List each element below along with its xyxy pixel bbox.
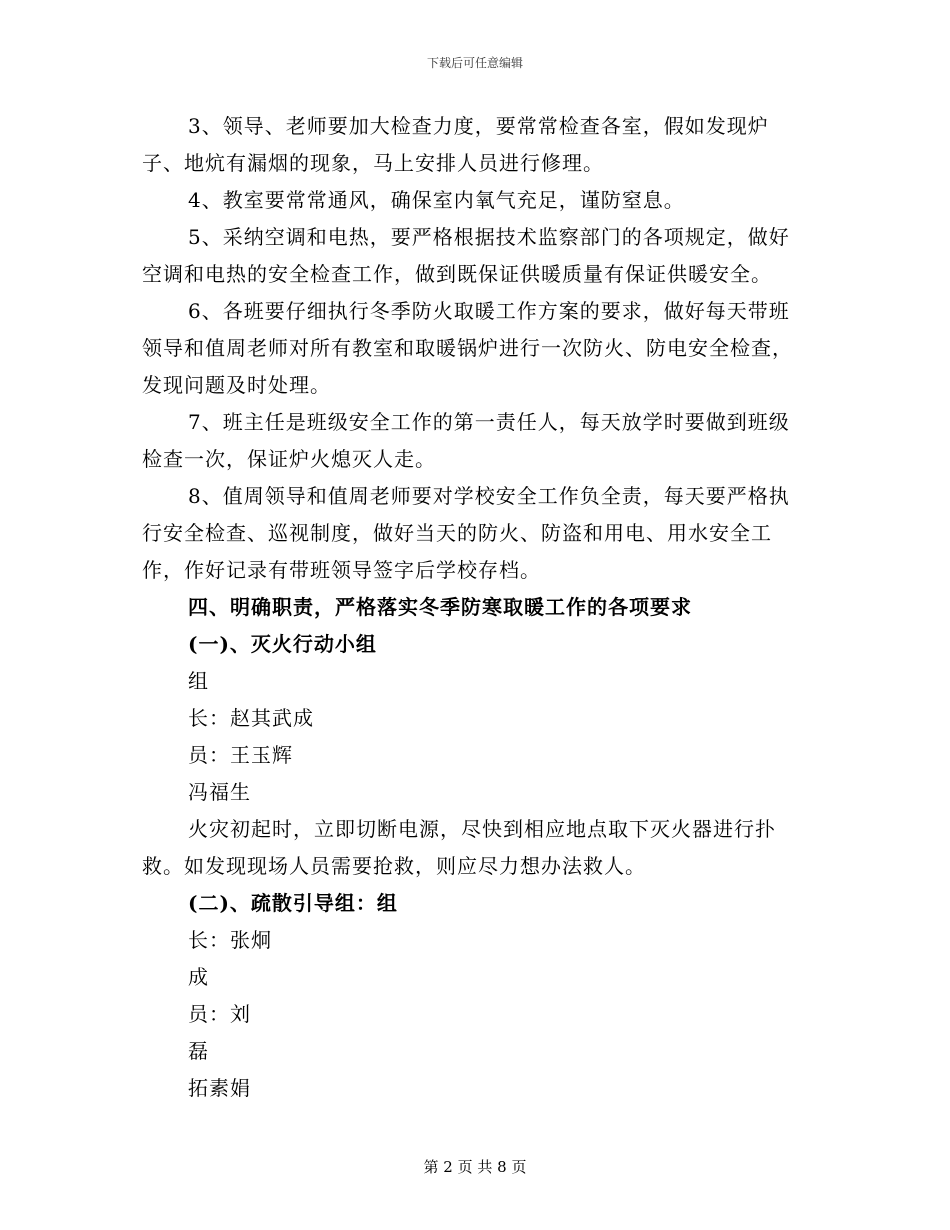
group2-heading: (二)、疏散引导组：组 [188, 891, 398, 915]
paragraph-item-8: 8、值周领导和值周老师要对学校安全工作负全责，每天要严格执行安全检查、巡视制度，做好当天的防火、防盗和用电、用水安全工作，作好记录有带班领导签字后学校存档。 [142, 484, 790, 582]
group1-line: 员：王玉辉 [188, 743, 293, 767]
group1-line: 冯福生 [188, 780, 251, 804]
paragraph-item-4: 4、教室要常常通风，确保室内氧气充足，谨防窒息。 [188, 188, 685, 212]
paragraph-item-6: 6、各班要仔细执行冬季防火取暖工作方案的要求，做好每天带班领导和值周老师对所有教室和取暖锅炉进行一次防火、防电安全检查，发现问题及时处理。 [142, 299, 793, 397]
paragraph-item-7: 7、班主任是班级安全工作的第一责任人，每天放学时要做到班级检查一次，保证炉火熄灭人走。 [142, 410, 790, 471]
group2-line: 磊 [188, 1039, 209, 1063]
page-footer: 第 2 页 共 8 页 [423, 1158, 527, 1176]
group2-line: 成 [188, 965, 209, 989]
group1-description: 火灾初起时，立即切断电源，尽快到相应地点取下灭火器进行扑救。如发现现场人员需要抢救，则应尽力想办法救人。 [142, 817, 776, 878]
group1-heading: (一)、灭火行动小组 [188, 632, 377, 656]
paragraph-item-3: 3、领导、老师要加大检查力度，要常常检查各室，假如发现炉子、地炕有漏烟的现象，马上安排人员进行修理。 [142, 114, 769, 175]
group2-line: 员：刘 [188, 1002, 251, 1026]
document-body [142, 108, 810, 1107]
section-heading: 四、明确职责，严格落实冬季防寒取暖工作的各项要求 [188, 595, 692, 619]
paragraph-item-5: 5、采纳空调和电热，要严格根据技术监察部门的各项规定，做好空调和电热的安全检查工作，做到既保证供暖质量有保证供暖安全。 [142, 225, 790, 286]
group1-line: 组 [188, 669, 209, 693]
group1-line: 长：赵其武成 [188, 706, 314, 730]
group2-line: 长：张炯 [188, 928, 272, 952]
page-header: 下载后可任意编辑 [426, 56, 523, 70]
group2-line: 拓素娟 [188, 1076, 251, 1100]
